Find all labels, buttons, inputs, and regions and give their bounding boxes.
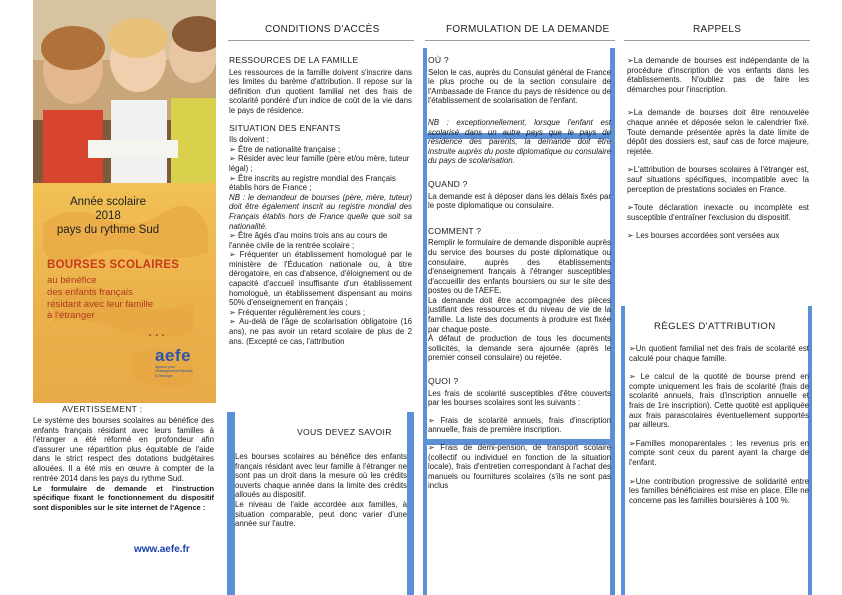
aefe-logo-text: aefe xyxy=(155,346,192,365)
warning-body xyxy=(33,416,214,512)
ressources-body: Les ressources de la famille doivent s'inscrire dans les limites du barème d'attribution. Il repose sur la définition d'un quotient familial net des frais de scolarité pondéré d'un indice de coût de la vie dans le pays de résidence. xyxy=(229,67,412,115)
aefe-website-link[interactable] xyxy=(130,539,190,557)
situation-item: ➢ Être de nationalité française ; xyxy=(229,144,341,154)
conditions-column xyxy=(229,56,412,346)
situation-title: SITUATION DES ENFANTS xyxy=(229,122,341,133)
situation-item: ➢ Fréquenter régulièrement les cours ; xyxy=(229,307,366,317)
quand-body: La demande est à déposer dans les délais fixés par le poste diplomatique ou consulaire. xyxy=(428,191,611,211)
beneficiaries-text: au bénéfice des enfants français résidant avec leur famille à l'étranger xyxy=(47,275,154,322)
regle-item: ➢Une contribution progressive de solidarité entre les familles bénéficiaires est mise en place. Elle ne concerne pas les familles boursières à 100 %. xyxy=(629,476,809,505)
comment-body: Remplir le formulaire de demande disponible auprès du service des bourses du poste diplomatique ou consulaire, auprès des établissements d'enseignement français à l'étranger susceptibles d'accueillir des enfants boursiers ou sur le site des postes ou de l'AEFE. xyxy=(428,238,611,296)
rappel-item: ➢La demande de bourses est indépendante de la procédure d'inscription de vos enfants dans les établissements. N'oubliez pas de faire les démarches pour l'inscription. xyxy=(627,56,809,94)
quoi-title: QUOI ? xyxy=(428,376,459,387)
bourses-title: BOURSES SCOLAIRES xyxy=(47,259,180,271)
situation-intro: Ils doivent : xyxy=(229,135,269,145)
divider-formulation xyxy=(425,40,615,41)
website-url[interactable]: www.aefe.fr xyxy=(134,544,190,555)
children-photo xyxy=(33,0,216,183)
rappel-item: ➢Toute déclaration inexacte ou incomplète est susceptible d'entraîner l'exclusion du dispositif. xyxy=(627,203,809,222)
savoir-box xyxy=(227,412,414,595)
comment-title: COMMENT ? xyxy=(428,225,482,236)
header-rappels: RAPPELS xyxy=(693,24,742,35)
regle-item: ➢ Le calcul de la quotité de bourse prend en compte uniquement les frais de scolarité (frais de scolarité annuels, frais d'inscription annuelle et frais de 1re inscription). Cette quotité est appliquée aux frais parascolaires éventuellement supportés par ailleurs. xyxy=(629,372,809,430)
savoir-text xyxy=(235,452,407,534)
header-conditions: CONDITIONS D'ACCÈS xyxy=(265,24,380,35)
formulation-column xyxy=(428,56,611,491)
situation-item: ➢ Au-delà de l'âge de scolarisation obligatoire (16 ans), ne pas avoir un retard scolaire de plus de 2 ans. (Excepté ce cas, l'attribution xyxy=(229,317,412,346)
aefe-logo-tagline: Agence pour l'enseignement français à l'étranger xyxy=(155,365,193,378)
quoi-item: ➢ Frais de scolarité annuels, frais d'inscription annuelle, frais de première inscription. xyxy=(428,415,611,435)
savoir-title: VOUS DEVEZ SAVOIR xyxy=(297,427,392,437)
cover-photo xyxy=(33,0,216,183)
ou-nb: NB : exceptionnellement, lorsque l'enfant est scolarisé dans un autre pays que le pays de résidence des parents, la demande doit être instruite auprès du poste diplomatique ou consulaire du pays de scolarisation. xyxy=(428,117,611,166)
ressources-title: RESSOURCES DE LA FAMILLE xyxy=(229,55,359,65)
rappel-item: ➢L'attribution de bourses scolaires à l'étranger est, sauf situations spécifiques, incompatible avec la perception de prestations sociales en France. xyxy=(627,165,809,194)
year-line-1: Année scolaire xyxy=(69,196,147,208)
comment-body-3: À défaut de production de tous les documents sollicités, la demande sera ajournée (après le premier conseil consulaire) ou rejetée. xyxy=(428,334,611,363)
ou-title: OÙ ? xyxy=(428,55,449,65)
regle-item: ➢Un quotient familial net des frais de scolarité est calculé pour chaque famille. xyxy=(629,344,809,363)
warning-title: AVERTISSEMENT : xyxy=(62,404,143,414)
year-line-3: pays du rythme Sud xyxy=(56,224,160,236)
ou-body: Selon le cas, auprès du Consulat général de France le plus proche ou de la section consulaire de l'Ambassade de France du pays de résidence ou de l'établissement de scolarisation de l'enfant. xyxy=(428,67,611,106)
rappels-column xyxy=(627,56,809,250)
comment-body-2: La demande doit être accompagnée des pièces justifiant des ressources et du niveau de vie de la famille. La liste des documents à produire est fixée par chaque poste. xyxy=(428,295,611,334)
rappel-item: ➢La demande de bourses doit être renouvelée chaque année et déposée selon le calendrier fixé. Toute demande présentée après la date limite de dépôt des dossiers est, sauf cas de force majeure, rejetée. xyxy=(627,108,809,156)
quand-title: QUAND ? xyxy=(428,178,468,189)
savoir-body: Les bourses scolaires au bénéfice des enfants français résidant avec leur famille à l'étranger ne sont pas un droit dans la mesure où les crédits ouverts chaque année dans la limite des crédits alloués au dispositif. xyxy=(235,452,407,500)
situation-nb: NB : le demandeur de bourses (père, mère, tuteur) doit être également inscrit au registre mondial des Français établis hors de France quelle que soit sa nationalité. xyxy=(229,192,412,231)
regle-item: ➢Familles monoparentales : les revenus pris en compte sont ceux du parent ayant la charge de l'enfant. xyxy=(629,438,809,467)
situation-item: ➢ Être inscrits au registre mondial des Français établis hors de France ; xyxy=(229,173,396,193)
cover-panel xyxy=(33,183,216,403)
situation-item: ➢ Être âgés d'au moins trois ans au cours de l'année civile de la rentrée scolaire ; xyxy=(229,231,388,250)
warning-instruction: Le formulaire de demande et l'instruction spécifique fixant le fonctionnement du dispositif sont disponibles sur le site internet de l'Agence : xyxy=(33,484,214,512)
quoi-item: ➢ Frais de demi-pension, de transport scolaire (collectif ou individuel en fonction de la situation locale), frais d'entretien correspondant à l'achat des manuels ou fournitures scolaires (s'ils ne sont pas inclus xyxy=(428,443,611,491)
situation-item: ➢ Résider avec leur famille (père et/ou mère, tuteur légal) ; xyxy=(229,154,410,173)
divider-rappels xyxy=(624,40,810,41)
header-formulation: FORMULATION DE LA DEMANDE xyxy=(446,24,610,35)
regles-title: RÈGLES D'ATTRIBUTION xyxy=(654,321,776,332)
aefe-logo xyxy=(155,347,193,378)
regles-column xyxy=(629,344,809,514)
decorative-dots: ... xyxy=(148,323,168,340)
quoi-body: Les frais de scolarité susceptibles d'être couverts par les bourses scolaires sont les suivants : xyxy=(428,388,611,408)
situation-item: ➢ Fréquenter un établissement homologué par le ministère de l'Éducation nationale ou, à titre dérogatoire, en cas d'absence, d'éloignement ou de capacité d'accueil insuffisante d'un établissement homologué, un établissement dispensant au moins 50% d'enseignement en français ; xyxy=(229,250,412,308)
warning-text: Le système des bourses scolaires au bénéfice des enfants français résidant avec leurs familles à l'étranger a été réformé en profondeur afin d'assurer une répartition plus équitable de l'aide dans le strict respect des dotations budgétaires allouées. Il a été mis en œuvre à compter de la rentrée 2014 dans les pays du rythme Sud. xyxy=(33,416,214,483)
savoir-body-2: Le niveau de l'aide accordée aux familles, à situation comparable, peut donc varier d'une année sur l'autre. xyxy=(235,499,407,529)
year-line-2: 2018 xyxy=(95,210,121,222)
divider-conditions xyxy=(228,40,414,41)
rappel-item: ➢ Les bourses accordées sont versées aux xyxy=(627,231,780,241)
